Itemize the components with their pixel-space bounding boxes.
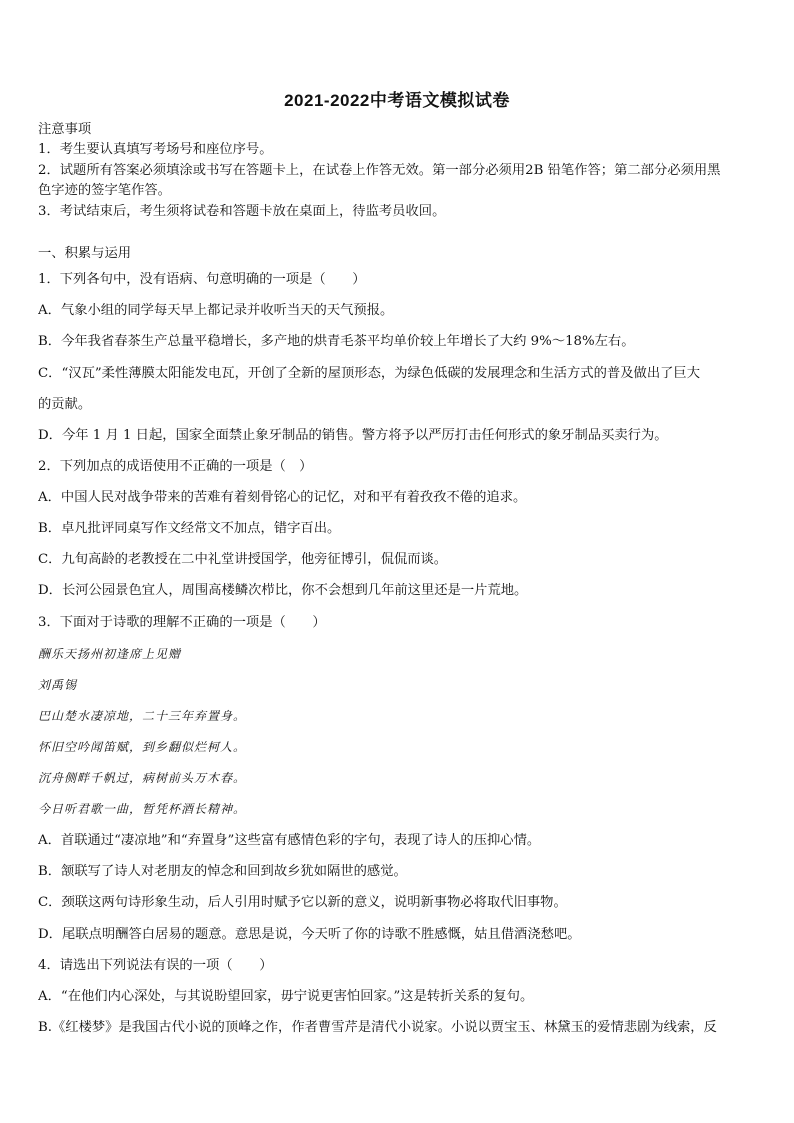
q4-option-b: B.《红楼梦》是我国古代小说的顶峰之作，作者曹雪芹是清代小说家。小说以贾宝玉、林黛玉的爱情悲剧为线索，反	[38, 1020, 717, 1035]
notice-heading: 注意事项	[38, 122, 92, 137]
q1-option-d: D．今年 1 月 1 日起，国家全面禁止象牙制品的销售。警方将予以严厉打击任何形式的象牙制品买卖行为。	[38, 428, 668, 443]
notice-item-1: 1．考生要认真填写考场号和座位序号。	[38, 142, 273, 157]
q1-option-c-cont: 的贡献。	[38, 397, 92, 412]
q2-option-b: B．卓凡批评同桌写作文经常文不加点，错字百出。	[38, 521, 341, 536]
q3-stem: 3．下面对于诗歌的理解不正确的一项是（ ）	[38, 615, 326, 630]
q3-option-d: D．尾联点明酬答白居易的题意。意思是说，今天听了你的诗歌不胜感慨，姑且借酒浇愁吧。	[38, 927, 581, 942]
poem-line-4: 今日听君歌一曲，暂凭杯酒长精神。	[38, 802, 247, 816]
q1-stem: 1．下列各句中，没有语病、句意明确的一项是（ ）	[38, 272, 366, 287]
q1-option-c: C．“汉瓦”柔性薄膜太阳能发电瓦，开创了全新的屋顶形态，为绿色低碳的发展理念和生活方式的普及做出了巨大	[38, 366, 701, 381]
q3-option-c: C．颈联这两句诗形象生动，后人引用时赋予它以新的意义，说明新事物必将取代旧事物。	[38, 895, 567, 910]
poem-title: 酬乐天扬州初逢席上见赠	[38, 647, 182, 661]
notice-item-2-cont: 色字迹的签字笔作答。	[38, 183, 171, 198]
poem-line-2: 怀旧空吟闻笛赋，到乡翻似烂柯人。	[38, 740, 247, 754]
q2-option-c: C．九旬高龄的老教授在二中礼堂讲授国学，他旁征博引，侃侃而谈。	[38, 552, 448, 567]
page-title: 2021-2022中考语文模拟试卷	[284, 91, 510, 110]
q3-option-b: B．颔联写了诗人对老朋友的悼念和回到故乡犹如隔世的感觉。	[38, 864, 407, 879]
poem-line-3: 沉舟侧畔千帆过，病树前头万木春。	[38, 771, 247, 785]
q2-option-a: A．中国人民对战争带来的苦难有着刻骨铭心的记忆，对和平有着孜孜不倦的追求。	[38, 490, 527, 505]
q3-option-a: A．首联通过“凄凉地”和“弃置身”这些富有感情色彩的字句，表现了诗人的压抑心情。	[38, 833, 541, 848]
q4-stem: 4．请选出下列说法有误的一项（ ）	[38, 958, 273, 973]
notice-item-2: 2．试题所有答案必须填涂或书写在答题卡上，在试卷上作答无效。第一部分必须用2B 铅笔作答；第二部分必须用黑	[38, 163, 721, 178]
q1-option-b: B．今年我省春茶生产总量平稳增长，多产地的烘青毛茶平均单价较上年增长了大约 9%～18%左右。	[38, 334, 635, 349]
section-heading: 一、积累与运用	[38, 246, 132, 261]
poem-author: 刘禹锡	[38, 678, 78, 692]
q4-option-a: A．“在他们内心深处，与其说盼望回家，毋宁说更害怕回家。”这是转折关系的复句。	[38, 989, 534, 1004]
poem-line-1: 巴山楚水凄凉地，二十三年弃置身。	[38, 709, 247, 723]
q2-stem: 2．下列加点的成语使用不正确的一项是（ ）	[38, 459, 313, 474]
notice-item-3: 3．考试结束后，考生须将试卷和答题卡放在桌面上，待监考员收回。	[38, 204, 446, 219]
q2-option-d: D．长河公园景色宜人，周围高楼鳞次栉比，你不会想到几年前这里还是一片荒地。	[38, 583, 528, 598]
q1-option-a: A．气象小组的同学每天早上都记录并收听当天的天气预报。	[38, 303, 394, 318]
